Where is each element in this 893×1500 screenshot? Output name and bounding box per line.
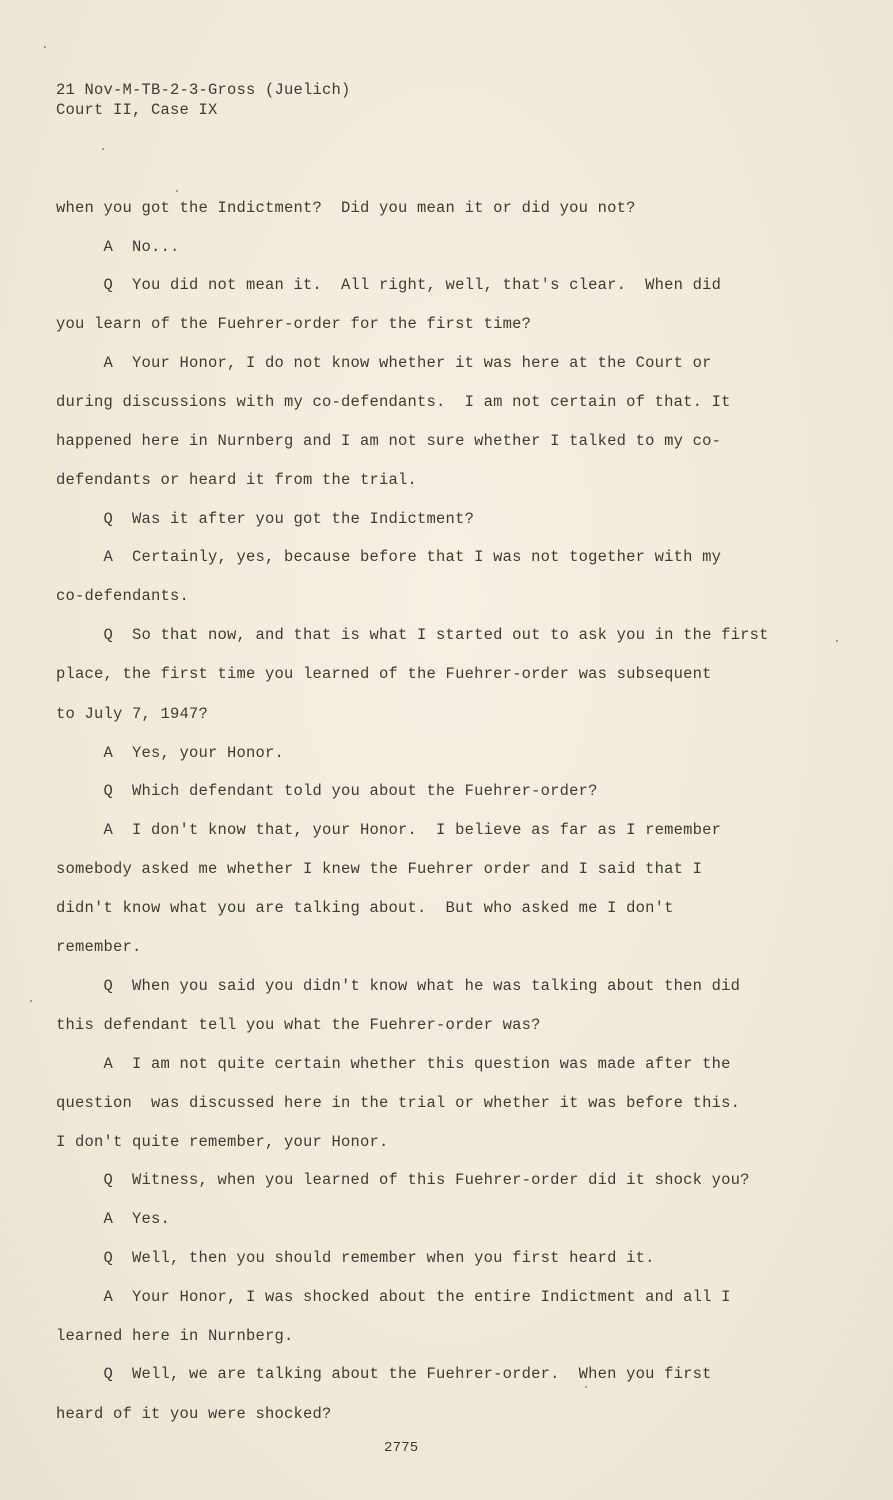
transcript-line: defendants or heard it from the trial. bbox=[56, 471, 418, 489]
transcript-line: place, the first time you learned of the Fuehrer-order was subsequent bbox=[56, 665, 712, 683]
transcript-line: A Certainly, yes, because before that I was not together with my bbox=[56, 548, 722, 566]
transcript-line: Q Well, then you should remember when you first heard it. bbox=[56, 1249, 655, 1267]
transcript-line: this defendant tell you what the Fuehrer-order was? bbox=[56, 1016, 541, 1034]
transcript-line: remember. bbox=[56, 938, 142, 956]
transcript-line: A Your Honor, I do not know whether it was here at the Court or bbox=[56, 354, 712, 372]
transcript-line: Q Witness, when you learned of this Fuehrer-order did it shock you? bbox=[56, 1171, 750, 1189]
transcript-line: happened here in Nurnberg and I am not sure whether I talked to my co- bbox=[56, 432, 722, 450]
transcript-line: somebody asked me whether I knew the Fuehrer order and I said that I bbox=[56, 860, 703, 878]
transcript-line: you learn of the Fuehrer-order for the first time? bbox=[56, 315, 532, 333]
header-case-reference: 21 Nov-M-TB-2-3-Gross (Juelich) bbox=[56, 81, 351, 99]
transcript-line: A I don't know that, your Honor. I believe as far as I remember bbox=[56, 821, 722, 839]
transcript-line: question was discussed here in the trial or whether it was before this. bbox=[56, 1094, 741, 1112]
paper-speck bbox=[44, 46, 46, 48]
transcript-line: didn't know what you are talking about. But who asked me I don't bbox=[56, 899, 674, 917]
transcript-line: to July 7, 1947? bbox=[56, 705, 209, 723]
transcript-line: Q Well, we are talking about the Fuehrer-order. When you first bbox=[56, 1365, 712, 1383]
transcript-line: A I am not quite certain whether this question was made after the bbox=[56, 1055, 731, 1073]
transcript-line: learned here in Nurnberg. bbox=[56, 1327, 294, 1345]
transcript-line: Q Which defendant told you about the Fuehrer-order? bbox=[56, 782, 598, 800]
transcript-line: during discussions with my co-defendants. I am not certain of that. It bbox=[56, 393, 731, 411]
transcript-line: Q When you said you didn't know what he was talking about then did bbox=[56, 977, 741, 995]
transcript-line: Q You did not mean it. All right, well, that's clear. When did bbox=[56, 276, 722, 294]
transcript-line: A Yes. bbox=[56, 1210, 171, 1228]
paper-speck bbox=[585, 1386, 587, 1388]
paper-speck bbox=[836, 640, 838, 642]
paper-speck bbox=[30, 1000, 32, 1002]
transcript-line: A No... bbox=[56, 238, 180, 256]
transcript-line: Q So that now, and that is what I started out to ask you in the first bbox=[56, 626, 769, 644]
paper-speck bbox=[176, 190, 178, 192]
paper-speck bbox=[102, 148, 104, 150]
transcript-line: when you got the Indictment? Did you mean it or did you not? bbox=[56, 199, 636, 217]
transcript-line: heard of it you were shocked? bbox=[56, 1405, 332, 1423]
transcript-line: I don't quite remember, your Honor. bbox=[56, 1133, 389, 1151]
transcript-line: A Yes, your Honor. bbox=[56, 744, 285, 762]
transcript-line: co-defendants. bbox=[56, 587, 190, 605]
transcript-line: A Your Honor, I was shocked about the entire Indictment and all I bbox=[56, 1288, 731, 1306]
header-court-case: Court II, Case IX bbox=[56, 101, 218, 119]
page-number: 2775 bbox=[384, 1440, 419, 1456]
transcript-line: Q Was it after you got the Indictment? bbox=[56, 510, 475, 528]
